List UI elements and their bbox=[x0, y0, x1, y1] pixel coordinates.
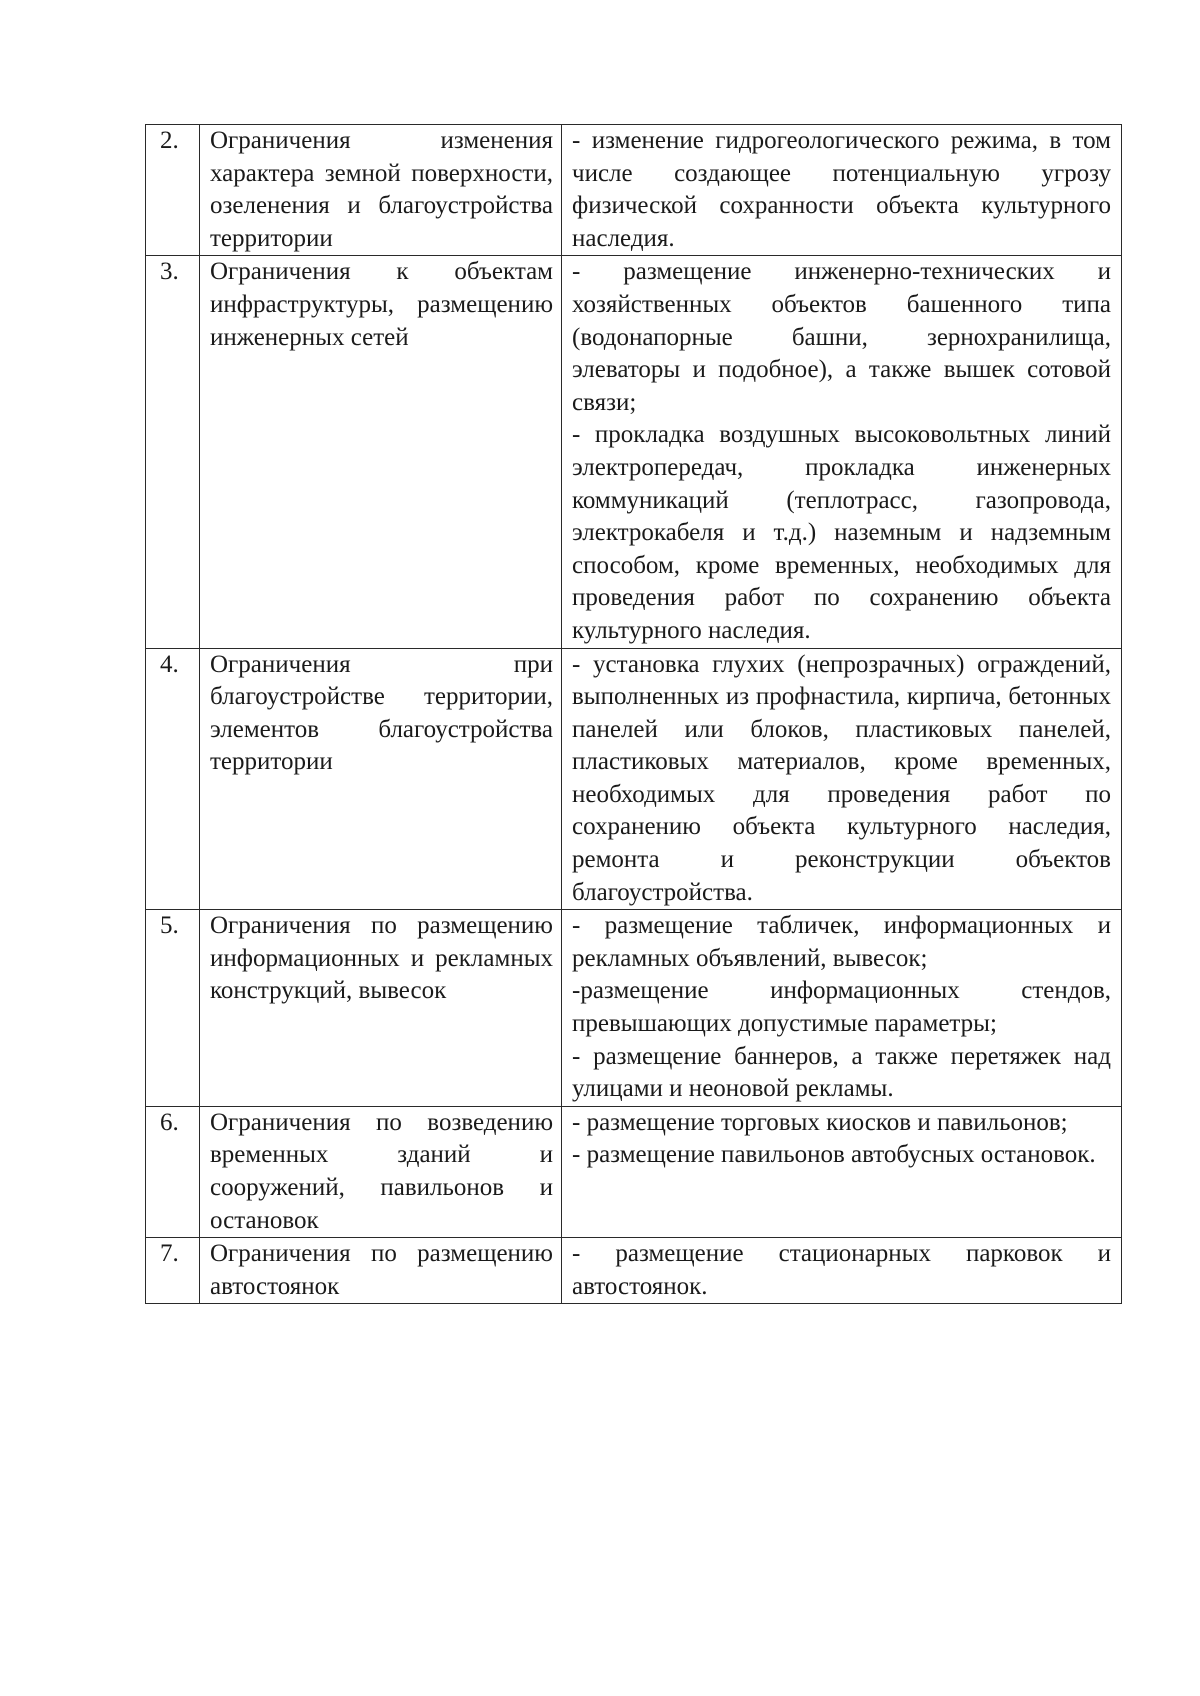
description-line: - размещение павильонов автобусных остановок. bbox=[572, 1141, 1096, 1169]
table-row bbox=[146, 910, 1122, 1107]
restriction-category: Ограничения к объектам инфраструктуры, размещению инженерных сетей bbox=[200, 256, 562, 648]
restriction-description bbox=[562, 125, 1122, 256]
description-line: - размещение инженерно-технических и хозяйственных объектов башенного типа (водонапорные башни, зернохранилища, элеваторы и подобное), а также вышек сотовой связи; bbox=[572, 258, 1111, 416]
restrictions-table bbox=[145, 124, 1122, 1304]
description-line: - размещение торговых киосков и павильонов; bbox=[572, 1108, 1068, 1136]
restriction-category: Ограничения по размещению автостоянок bbox=[200, 1238, 562, 1304]
row-number: 2. bbox=[146, 125, 200, 256]
restriction-description bbox=[562, 1106, 1122, 1237]
restriction-description bbox=[562, 1238, 1122, 1304]
table-row bbox=[146, 1238, 1122, 1304]
restriction-description bbox=[562, 648, 1122, 910]
table-row bbox=[146, 648, 1122, 910]
restriction-category: Ограничения при благоустройстве территории, элементов благоустройства территории bbox=[200, 648, 562, 910]
description-line: - размещение табличек, информационных и рекламных объявлений, вывесок; bbox=[572, 912, 1111, 972]
description-line: - изменение гидрогеологического режима, в том числе создающее потенциальную угрозу физической сохранности объекта культурного наследия. bbox=[572, 127, 1111, 252]
restriction-description bbox=[562, 910, 1122, 1107]
description-line: -размещение информационных стендов, превышающих допустимые параметры; bbox=[572, 977, 1111, 1038]
table-row bbox=[146, 125, 1122, 256]
table-row bbox=[146, 1106, 1122, 1237]
row-number: 3. bbox=[146, 256, 200, 648]
row-number: 7. bbox=[146, 1238, 200, 1304]
row-number: 5. bbox=[146, 910, 200, 1107]
row-number: 6. bbox=[146, 1106, 200, 1237]
description-line: - размещение баннеров, а также перетяжек над улицами и неоновой рекламы. bbox=[572, 1042, 1111, 1103]
restriction-category: Ограничения по возведению временных зданий и сооружений, павильонов и остановок bbox=[200, 1106, 562, 1237]
description-line: - прокладка воздушных высоковольтных линий электропередач, прокладка инженерных коммуникаций (теплотрасс, газопровода, электрокабеля и т.д.) наземным и надземным способом, кроме временных, необходимых для проведения работ по сохранению объекта культурного наследия. bbox=[572, 421, 1111, 644]
restriction-category: Ограничения по размещению информационных и рекламных конструкций, вывесок bbox=[200, 910, 562, 1107]
row-number: 4. bbox=[146, 648, 200, 910]
restriction-category: Ограничения изменения характера земной поверхности, озеленения и благоустройства территории bbox=[200, 125, 562, 256]
description-line: - установка глухих (непрозрачных) ограждений, выполненных из профнастила, кирпича, бетонных панелей или блоков, пластиковых панелей, пластиковых материалов, кроме временных, необходимых для проведения работ по сохранению объекта культурного наследия, ремонта и реконструкции объектов благоустройства. bbox=[572, 650, 1111, 906]
description-line: - размещение стационарных парковок и автостоянок. bbox=[572, 1240, 1111, 1300]
table-row bbox=[146, 256, 1122, 648]
restriction-description bbox=[562, 256, 1122, 648]
